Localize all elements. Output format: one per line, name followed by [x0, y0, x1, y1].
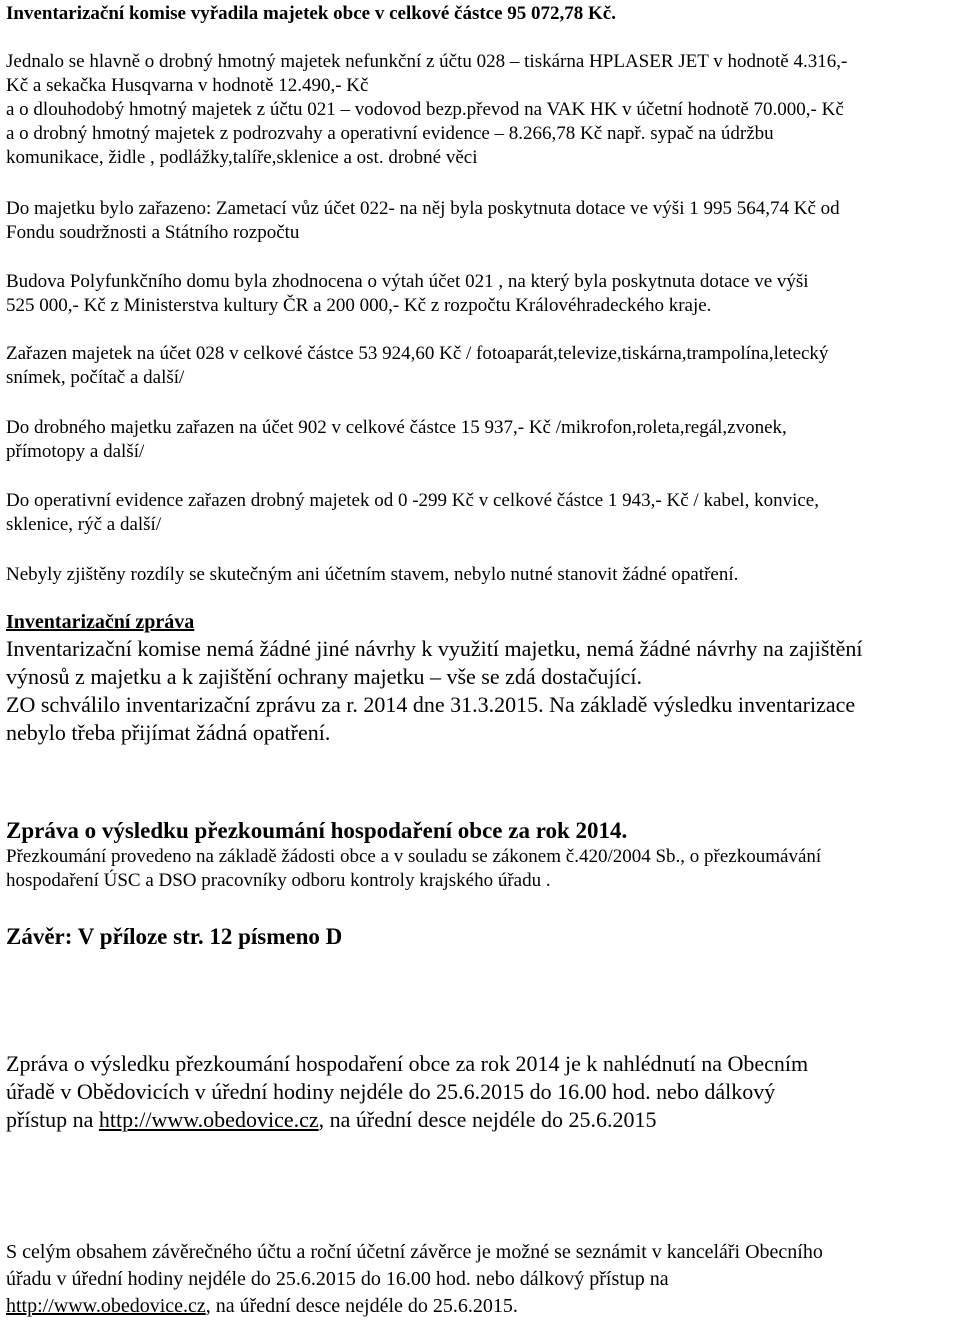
obedovice-website-link[interactable]: http://www.obedovice.cz: [98, 1107, 319, 1132]
operative-records-line-1: Do operativní evidence zařazen drobný majetek od 0 -299 Kč v celkové částce 1 943,- Kč / kabel, konvice,: [6, 490, 819, 511]
disposal-summary: [6, 2, 960, 26]
inventory-report-line-1: Inventarizační komise nemá žádné jiné návrhy k využití majetku, nemá žádné návrhy na zajištění: [6, 636, 863, 661]
disposal-summary-text: Inventarizační komise vyřadila majetek obce v celkové částce 95 072,78 Kč.: [6, 3, 616, 24]
retired-line-2: Kč a sekačka Husqvarna v hodnotě 12.490,- Kč: [6, 75, 369, 96]
review-line-1: Přezkoumání provedeno na základě žádosti obce a v souladu se zákonem č.420/2004 Sb., o přezkoumávání: [6, 846, 822, 867]
account-028-paragraph: [6, 342, 960, 390]
account-902-line-1: Do drobného majetku zařazen na účet 902 v celkové částce 15 937,- Kč /mikrofon,roleta,regál,zvonek,: [6, 417, 787, 438]
public-notice-line-3-prefix: přístup na: [6, 1107, 99, 1132]
retired-line-1: Jednalo se hlavně o drobný hmotný majetek nefunkční z účtu 028 – tiskárna HPLASER JET v hodnotě 4.316,-: [6, 51, 848, 72]
obedovice-website-link-2[interactable]: http://www.obedovice.cz: [6, 1295, 206, 1317]
account-028-line-2: snímek, počítač a další/: [6, 367, 185, 388]
inventory-report-line-3: ZO schválilo inventarizační zprávu za r. 2014 dne 31.3.2015. Na základě výsledku inventarizace: [6, 692, 856, 717]
conclusion-block: [6, 922, 960, 951]
no-differences-paragraph: [6, 563, 960, 587]
inventory-report-body: [6, 635, 960, 747]
inventory-report-line-4: nebylo třeba přijímat žádná opatření.: [6, 720, 331, 745]
added-assets-1-line-1: Do majetku bylo zařazeno: Zametací vůz účet 022- na něj byla poskytnuta dotace ve výši 1 995 564,74 Kč od: [6, 198, 840, 219]
retired-assets-paragraph: [6, 50, 960, 170]
public-notice-line-3-suffix: , na úřední desce nejdéle do 25.6.2015: [318, 1107, 657, 1132]
inventory-report-line-2: výnosů z majetku a k zajištění ochrany majetku – vše se zdá dostačující.: [6, 664, 642, 689]
building-upgrade-line-2: 525 000,- Kč z Ministerstva kultury ČR a 200 000,- Kč z rozpočtu Královéhradeckého kraje.: [6, 295, 712, 316]
review-line-2: hospodaření ÚSC a DSO pracovníky odboru kontroly krajského úřadu .: [6, 870, 551, 891]
review-heading-block: [6, 816, 960, 845]
operative-records-line-2: sklenice, rýč a další/: [6, 514, 162, 535]
inventory-report-heading: Inventarizační zpráva: [6, 611, 195, 633]
added-assets-paragraph-1: [6, 197, 960, 245]
public-notice-line-1: Zpráva o výsledku přezkoumání hospodaření obce za rok 2014 je k nahlédnutí na Obecním: [6, 1051, 809, 1076]
account-902-paragraph: [6, 416, 960, 464]
added-assets-1-line-2: Fondu soudržnosti a Státního rozpočtu: [6, 222, 300, 243]
account-902-line-2: přímotopy a další/: [6, 441, 145, 462]
public-notice-paragraph: [6, 1050, 960, 1134]
conclusion-text: Závěr: V příloze str. 12 písmeno D: [6, 924, 343, 949]
building-upgrade-paragraph: [6, 270, 960, 318]
final-statement-line-2: úřadu v úřední hodiny nejdéle do 25.6.2015 do 16.00 hod. nebo dálkový přístup na: [6, 1268, 669, 1290]
public-notice-line-3: [6, 1106, 960, 1134]
no-differences-text: Nebyly zjištěny rozdíly se skutečným ani účetním stavem, nebylo nutné stanovit žádné opatření.: [6, 564, 739, 585]
account-028-line-1: Zařazen majetek na účet 028 v celkové částce 53 924,60 Kč / fotoaparát,televize,tiskárna,trampolína,letecký: [6, 343, 829, 364]
retired-line-5: komunikace, židle , podlážky,talíře,sklenice a ost. drobné věci: [6, 147, 478, 168]
review-body: [6, 845, 960, 893]
building-upgrade-line-1: Budova Polyfunkčního domu byla zhodnocena o výtah účet 021 , na který byla poskytnuta dotace ve výši: [6, 271, 809, 292]
final-statement-line-3: [6, 1293, 960, 1320]
inventory-report-section: [6, 610, 960, 635]
retired-line-3: a o dlouhodobý hmotný majetek z účtu 021 – vodovod bezp.převod na VAK HK v účetní hodnotě 70.000,- Kč: [6, 99, 844, 120]
final-statement-line-1: S celým obsahem závěrečného účtu a roční účetní závěrce je možné se seznámit v kanceláři Obecního: [6, 1241, 823, 1263]
final-statement-paragraph: [6, 1239, 960, 1320]
final-statement-line-3-suffix: , na úřední desce nejdéle do 25.6.2015.: [205, 1295, 518, 1317]
operative-records-paragraph: [6, 489, 960, 537]
public-notice-line-2: úřadě v Obědovicích v úřední hodiny nejdéle do 25.6.2015 do 16.00 hod. nebo dálkový: [6, 1079, 776, 1104]
review-heading: Zpráva o výsledku přezkoumání hospodaření obce za rok 2014.: [6, 818, 628, 843]
retired-line-4: a o drobný hmotný majetek z podrozvahy a operativní evidence – 8.266,78 Kč např. sypač na údržbu: [6, 123, 774, 144]
